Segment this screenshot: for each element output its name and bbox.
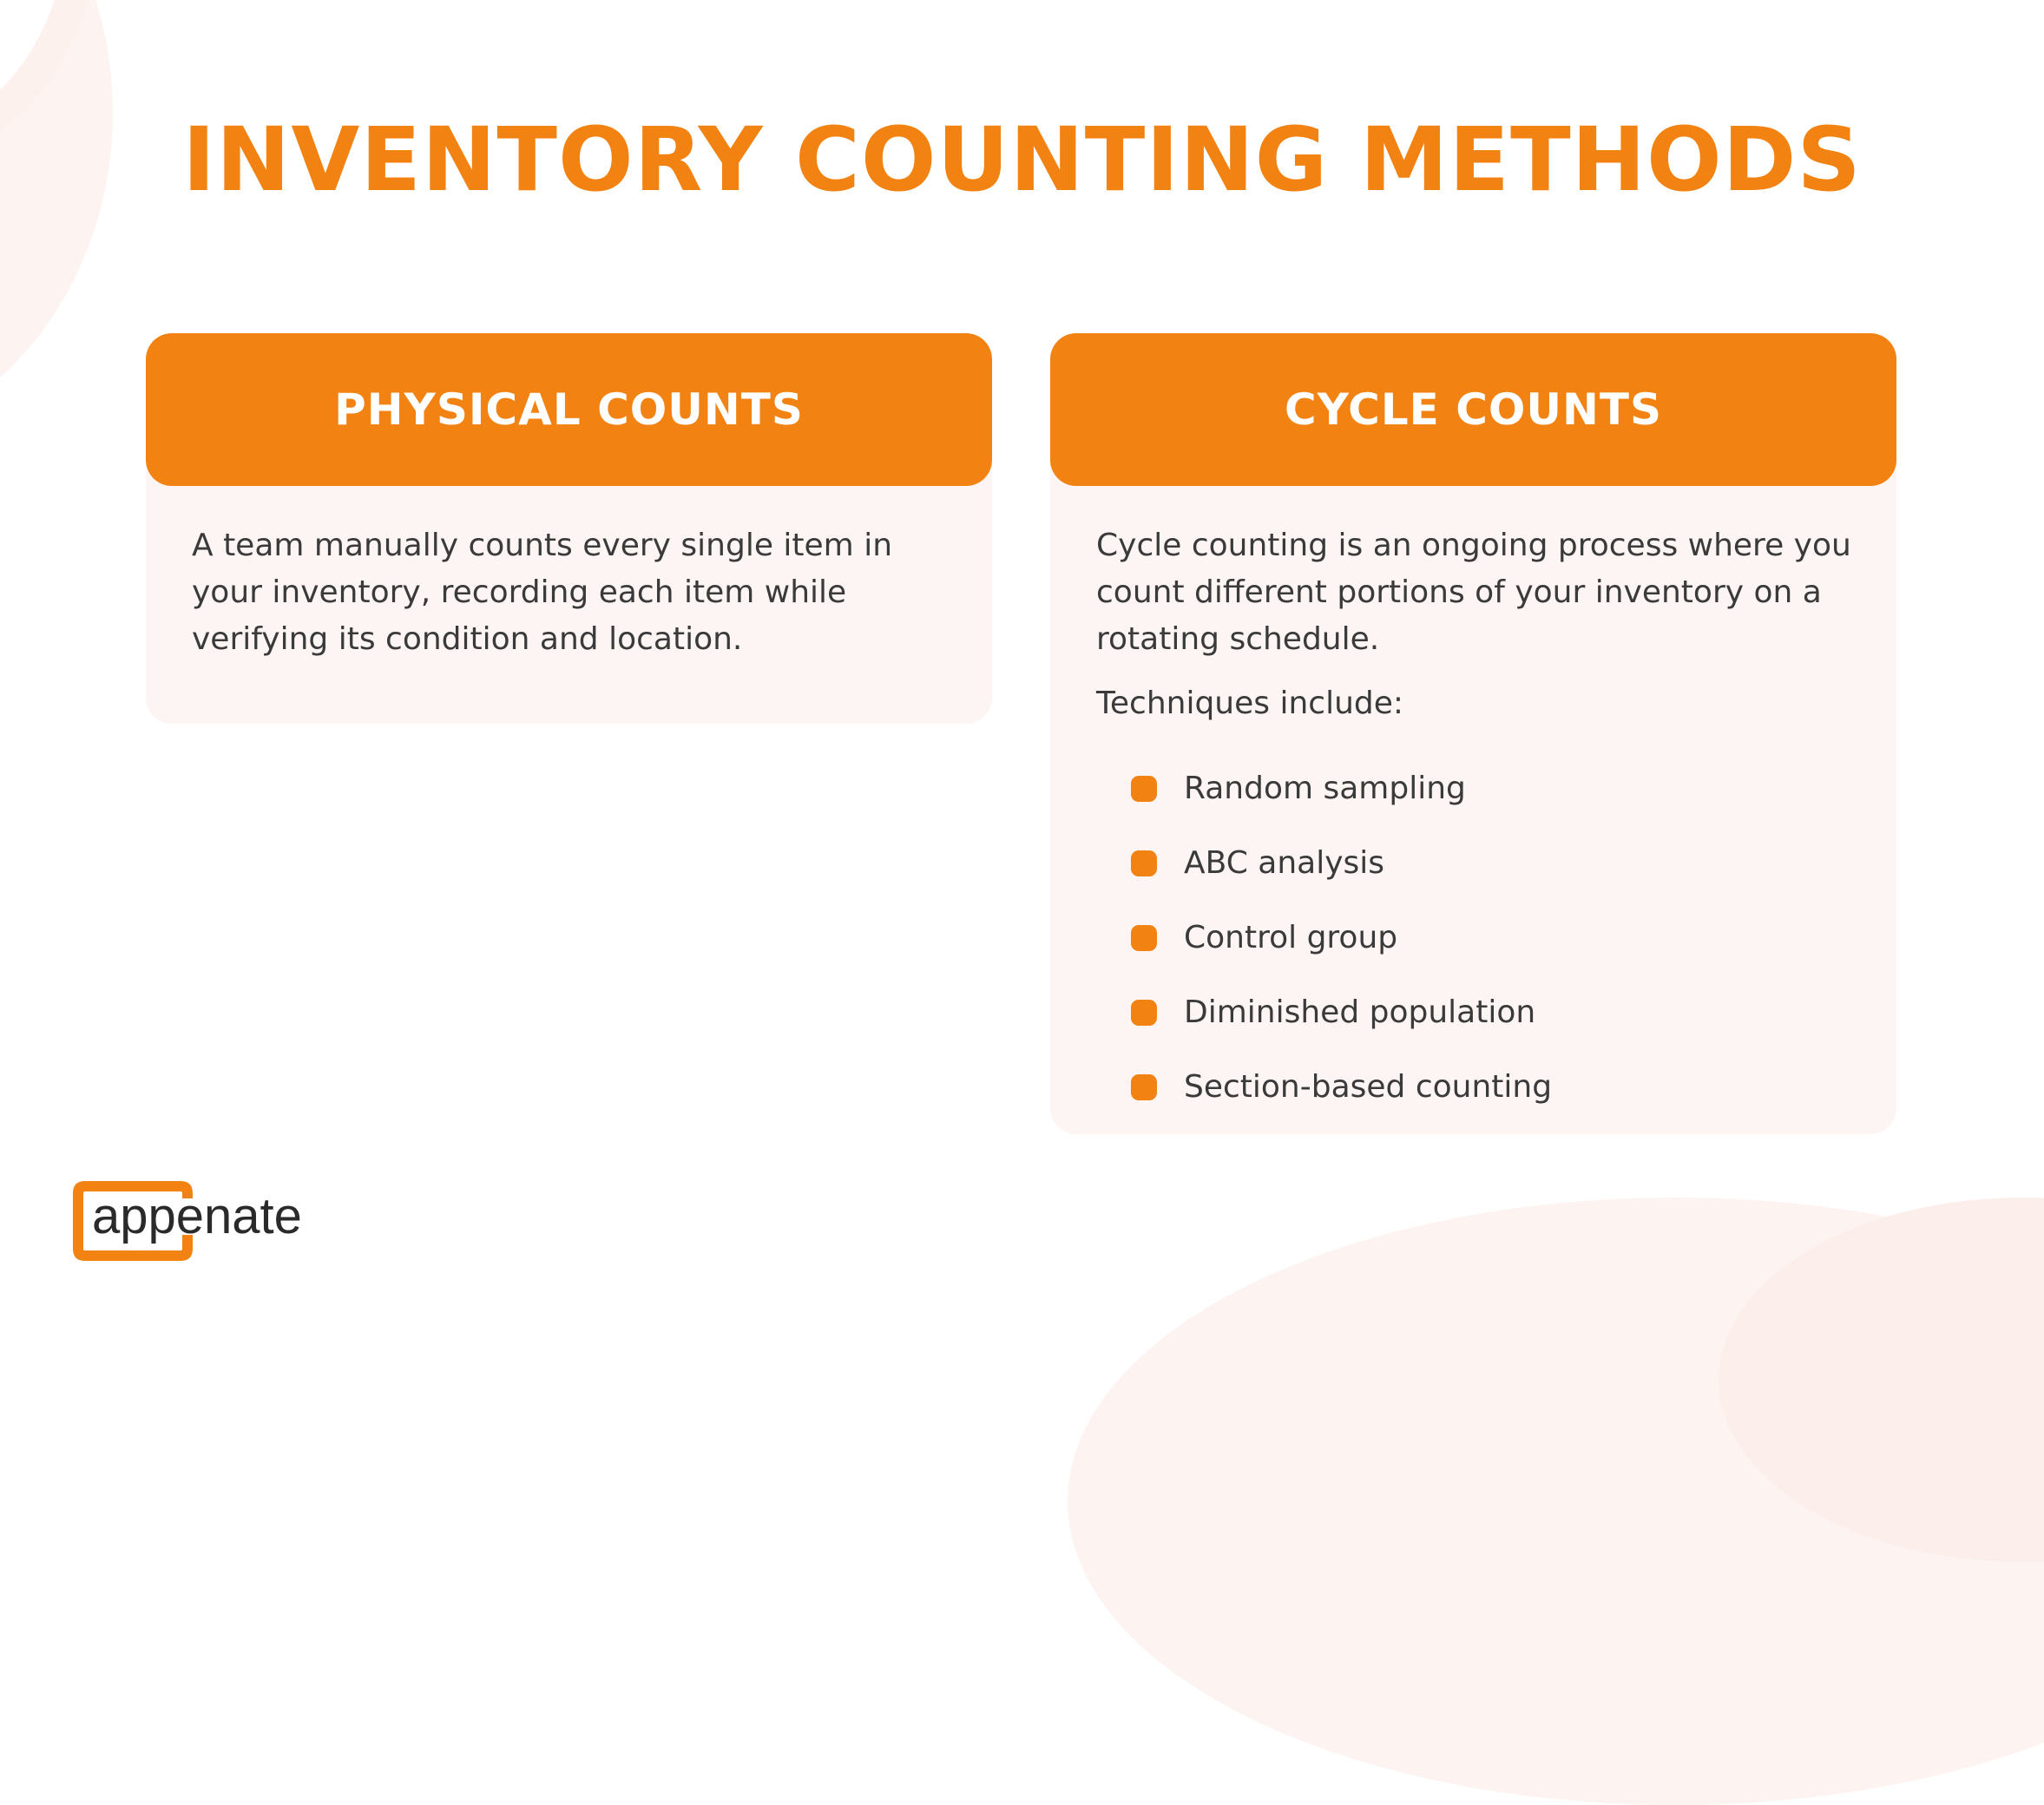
bullet-icon — [1131, 850, 1157, 876]
bullet-icon — [1131, 925, 1157, 951]
bullet-icon — [1131, 1074, 1157, 1100]
technique-label: Control group — [1184, 920, 1398, 955]
physical-counts-header — [146, 333, 992, 486]
physical-counts-description: A team manually counts every single item in your inventory, recording each item while verifying its condition and location. — [192, 528, 893, 657]
cycle-counts-card — [1050, 333, 1896, 1134]
bullet-icon — [1131, 1000, 1157, 1026]
list-item — [1096, 826, 1851, 901]
bullet-icon — [1131, 776, 1157, 802]
cycle-counts-heading: CYCLE COUNTS — [1285, 384, 1662, 435]
physical-counts-heading: PHYSICAL COUNTS — [334, 384, 804, 435]
appenate-logo — [69, 1174, 330, 1270]
list-item — [1096, 901, 1851, 975]
cycle-counts-description: Cycle counting is an ongoing process where you count different portions of your inventory on a rotating schedule. — [1096, 528, 1851, 657]
physical-counts-card — [146, 333, 992, 724]
logo-text: appenate — [92, 1188, 302, 1244]
cycle-counts-body — [1050, 486, 1896, 1125]
technique-label: Section-based counting — [1184, 1069, 1553, 1105]
techniques-label: Techniques include: — [1096, 686, 1404, 721]
technique-label: Random sampling — [1184, 771, 1466, 806]
background-shape-top-left — [0, 0, 113, 451]
background-shape-bottom-right-small — [1719, 1198, 2044, 1562]
physical-counts-body — [146, 486, 992, 663]
list-item — [1096, 1050, 1851, 1125]
background-shape-bottom-right — [1068, 1198, 2044, 1805]
technique-label: ABC analysis — [1184, 845, 1385, 881]
page-title: INVENTORY COUNTING METHODS — [182, 108, 1862, 212]
technique-label: Diminished population — [1184, 994, 1536, 1030]
list-item — [1096, 752, 1851, 826]
list-item — [1096, 975, 1851, 1050]
cycle-counts-header — [1050, 333, 1896, 486]
techniques-list — [1096, 752, 1851, 1125]
